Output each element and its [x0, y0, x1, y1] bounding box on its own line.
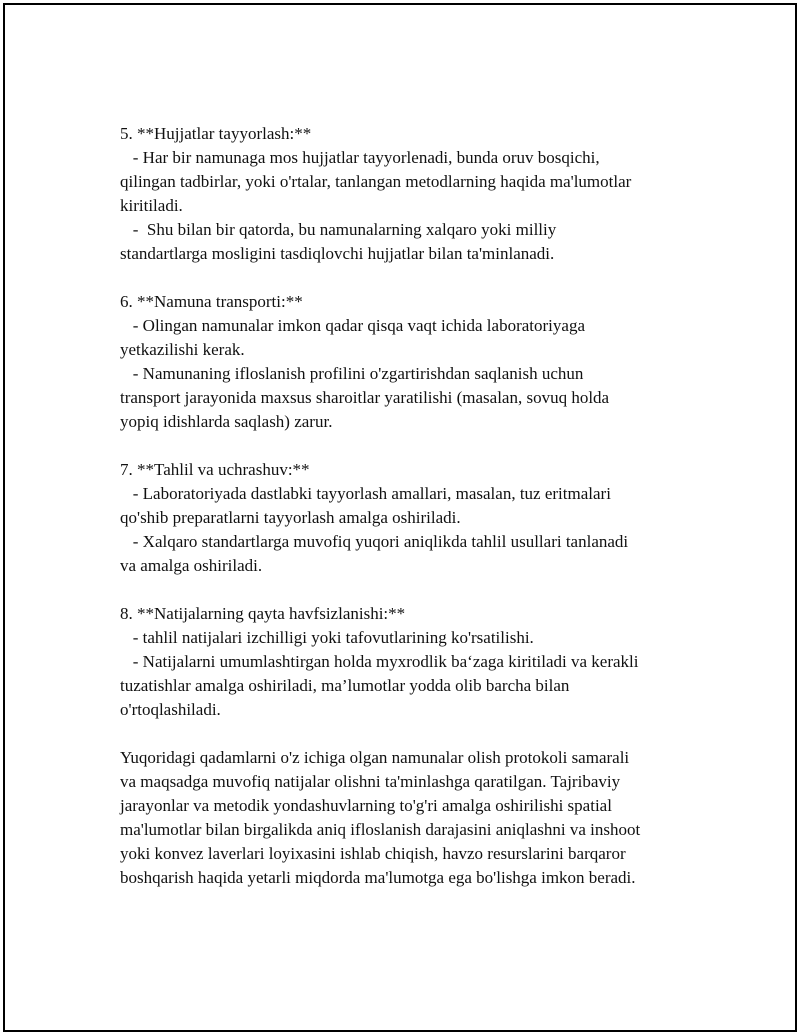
text-line: jarayonlar va metodik yondashuvlarning to'g'ri amalga oshirilishi spatial	[120, 796, 612, 815]
text-line: yoki konvez laverlari loyixasini ishlab chiqish, havzo resurslarini barqaror	[120, 844, 626, 863]
text-line: - Laboratoriyada dastlabki tayyorlash amallari, masalan, tuz eritmalari	[120, 484, 611, 503]
section-heading: 6. **Namuna transporti:**	[120, 292, 303, 311]
section-5-hujjatlar	[120, 122, 690, 266]
text-line: qo'shib preparatlarni tayyorlash amalga oshiriladi.	[120, 508, 461, 527]
text-line: - Olingan namunalar imkon qadar qisqa vaqt ichida laboratoriyaga	[120, 316, 585, 335]
text-line: standartlarga mosligini tasdiqlovchi hujjatlar bilan ta'minlanadi.	[120, 244, 555, 263]
text-line: - Har bir namunaga mos hujjatlar tayyorlenadi, bunda oruv bosqichi,	[120, 148, 600, 167]
text-line: - Xalqaro standartlarga muvofiq yuqori aniqlikda tahlil usullari tanlanadi	[120, 532, 629, 551]
section-8-natijalar	[120, 602, 690, 722]
text-line: o'rtoqlashiladi.	[120, 700, 221, 719]
text-line: ma'lumotlar bilan birgalikda aniq ifloslanish darajasini aniqlashni va inshoot	[120, 820, 641, 839]
text-line: va amalga oshiriladi.	[120, 556, 263, 575]
section-heading: 7. **Tahlil va uchrashuv:**	[120, 460, 310, 479]
text-line: yetkazilishi kerak.	[120, 340, 245, 359]
text-line: tuzatishlar amalga oshiriladi, ma’lumotlar yodda olib barcha bilan	[120, 676, 570, 695]
section-heading: 5. **Hujjatlar tayyorlash:**	[120, 124, 312, 143]
text-line: kiritiladi.	[120, 196, 183, 215]
text-line: - Namunaning ifloslanish profilini o'zgartirishdan saqlanish uchun	[120, 364, 584, 383]
document-body	[120, 122, 690, 890]
section-7-tahlil	[120, 458, 690, 578]
section-heading: 8. **Natijalarning qayta havfsizlanishi:**	[120, 604, 406, 623]
section-6-transport	[120, 290, 690, 434]
text-line: va maqsadga muvofiq natijalar olishni ta'minlashga qaratilgan. Tajribaviy	[120, 772, 621, 791]
text-line: - Natijalarni umumlashtirgan holda myxrodlik ba‘zaga kiritiladi va kerakli	[120, 652, 639, 671]
text-line: yopiq idishlarda saqlash) zarur.	[120, 412, 333, 431]
text-line: - tahlil natijalari izchilligi yoki tafovutlarining ko'rsatilishi.	[120, 628, 534, 647]
text-line: boshqarish haqida yetarli miqdorda ma'lumotga ega bo'lishga imkon beradi.	[120, 868, 636, 887]
text-line: transport jarayonida maxsus sharoitlar yaratilishi (masalan, sovuq holda	[120, 388, 610, 407]
conclusion-paragraph	[120, 746, 690, 890]
text-line: - Shu bilan bir qatorda, bu namunalarning xalqaro yoki milliy	[120, 220, 557, 239]
text-line: qilingan tadbirlar, yoki o'rtalar, tanlangan metodlarning haqida ma'lumotlar	[120, 172, 632, 191]
text-line: Yuqoridagi qadamlarni o'z ichiga olgan namunalar olish protokoli samarali	[120, 748, 630, 767]
document-page	[3, 3, 797, 1032]
